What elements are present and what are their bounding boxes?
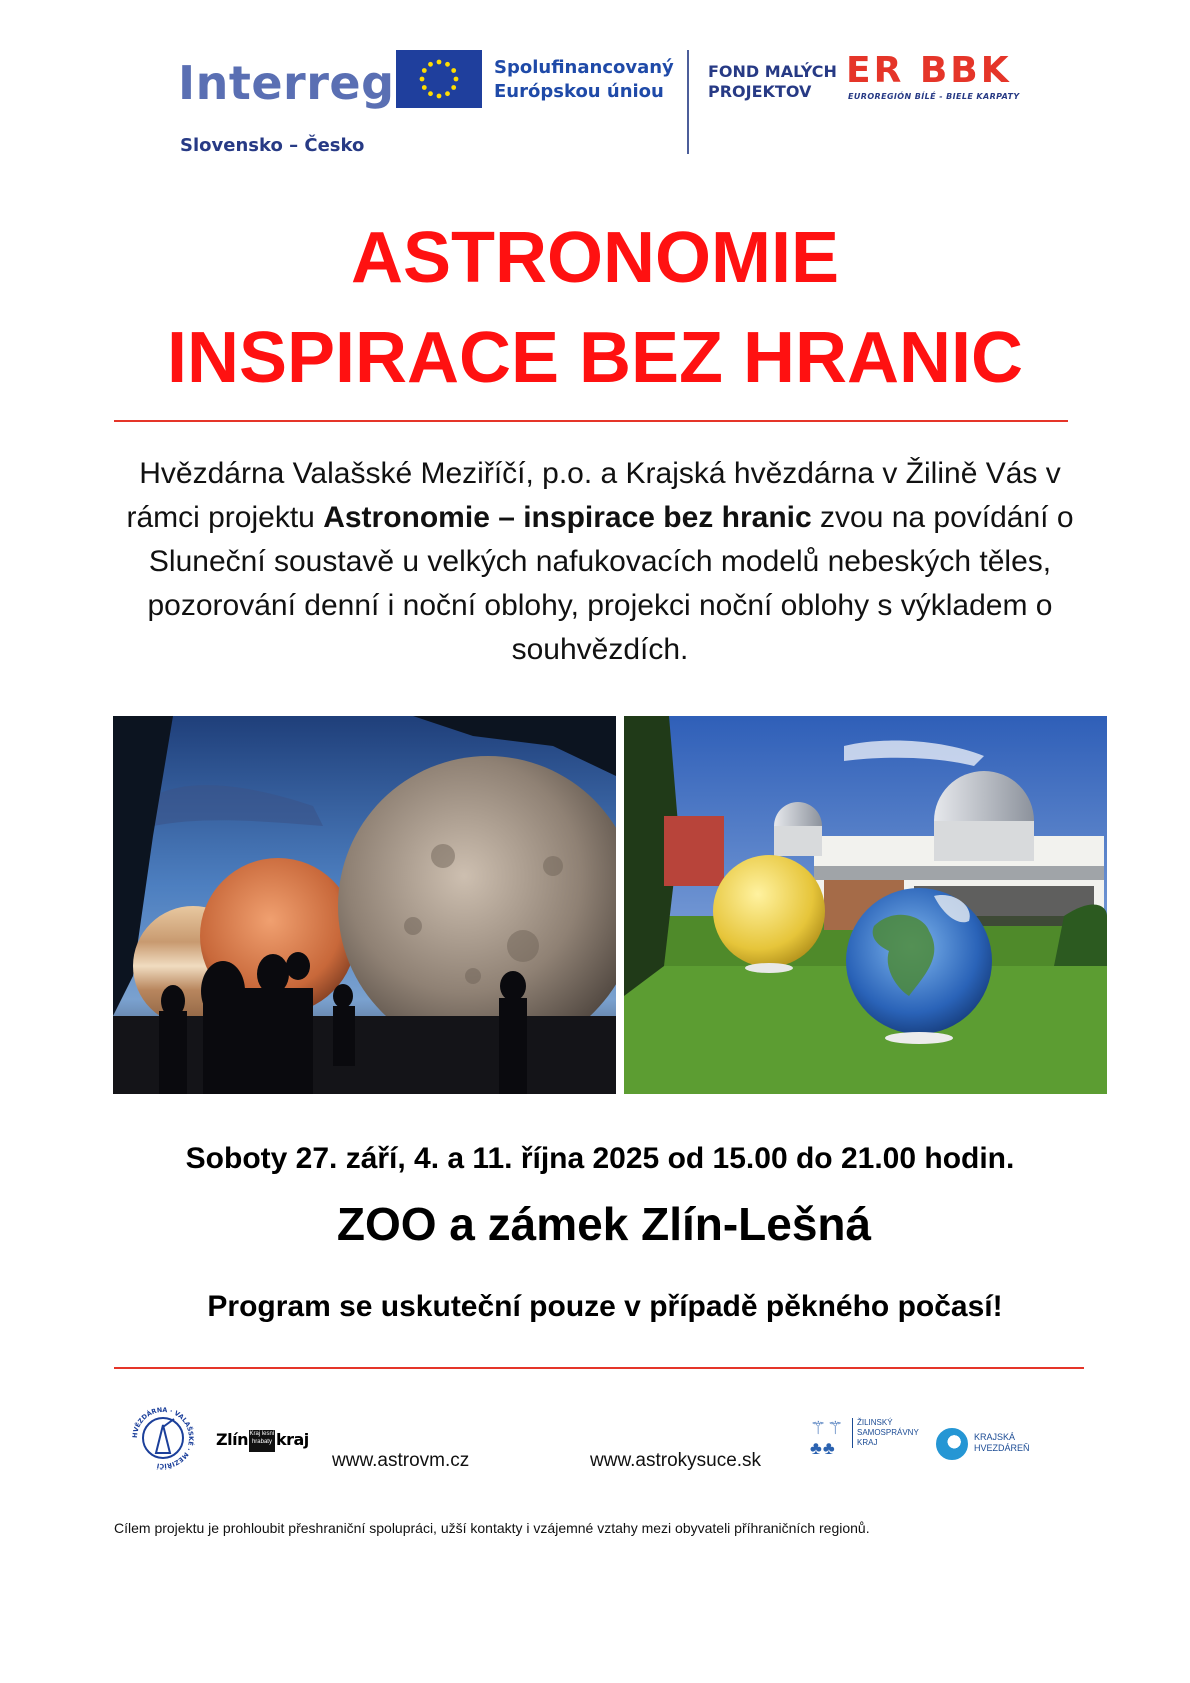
zsk-emblem-icon: ⚚⚚ ♣♣	[810, 1418, 845, 1458]
link-astrovm[interactable]: www.astrovm.cz	[332, 1450, 470, 1471]
footer-rule	[114, 1367, 1084, 1369]
title-line-1: ASTRONOMIE	[350, 218, 839, 298]
link-astrokysuce[interactable]: www.astrokysuce.sk	[590, 1450, 762, 1471]
fond-malych-projektov: FOND MALÝCH PROJEKTOV	[708, 62, 837, 101]
title-line-2: INSPIRACE BEZ HRANIC	[166, 318, 1024, 398]
krajska-hvezdaren-logo: KRAJSKÁ HVEZDÁREŇ	[936, 1428, 968, 1460]
event-venue: ZOO a zámek Zlín-Lešná	[336, 1198, 872, 1250]
kh-ring-icon	[936, 1428, 968, 1460]
project-goal-note: Cílem projektu je prohloubit přeshraniční spolupráci, užší kontakty i vzájemné vztahy mezi obyvateli příhraničních regionů.	[114, 1520, 870, 1536]
zlinsky-kraj-logo: ZlínKraj lesní hrabaty kraj	[216, 1430, 309, 1458]
title-rule	[114, 420, 1068, 422]
eu-flag-icon	[396, 50, 482, 108]
hvm-ring-text: HVĚZDÁRNA · VALAŠSKÉ · MEZIŘÍČÍ	[130, 1405, 196, 1471]
erbbk-tagline: EUROREGIÓN BÍLÉ - BIELE KARPATY	[848, 92, 1020, 101]
zilinsky-kraj-logo: ⚚⚚ ♣♣ ŽILINSKÝ SAMOSPRÁVNY KRAJ	[810, 1418, 919, 1458]
erbbk-logo: ER BBK	[846, 50, 1012, 91]
photo-inflatable-planets-night	[113, 716, 616, 1094]
intro-paragraph: Hvězdárna Valašské Meziříčí, p.o. a Krajská hvězdárna v Žilině Vás v rámci projektu Astronomie – inspirace bez hranic zvou na povídání o Sluneční soustavě u velkých nafukovacích modelů nebeských těles, pozorování denní i noční oblohy, projekci noční oblohy s výkladem o souhvězdích.	[126, 457, 1074, 666]
hvezdarna-vm-logo	[130, 1405, 196, 1471]
photo-observatory-day	[624, 716, 1107, 1094]
header-divider	[687, 50, 689, 154]
event-dates: Soboty 27. září, 4. a 11. října 2025 od 15.00 do 21.00 hodin.	[185, 1142, 1015, 1175]
eu-cofinanced-text: Spolufinancovaný Európskou úniou	[494, 57, 674, 102]
interreg-logo: Interreg	[178, 56, 395, 110]
interreg-region: Slovensko – Česko	[180, 135, 365, 156]
project-name: Astronomie – inspirace bez hranic	[323, 501, 812, 534]
weather-note: Program se uskuteční pouze v případě pěkného počasí!	[207, 1290, 1003, 1323]
